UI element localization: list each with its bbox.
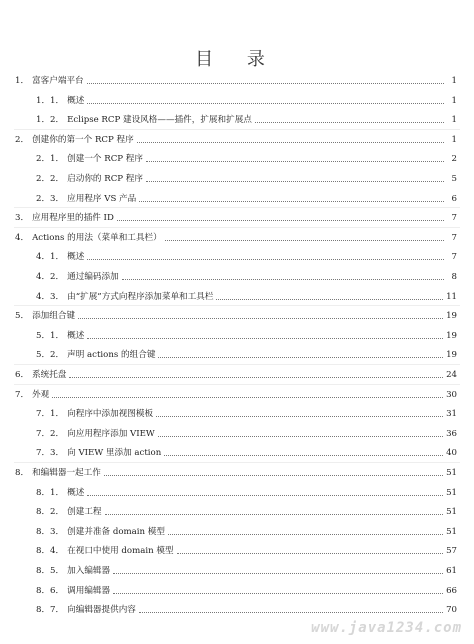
dot-leader [177, 552, 443, 554]
dot-leader [87, 82, 444, 84]
toc-entry-page-number: 51 [446, 487, 457, 498]
toc-entry-number: 4．2． [36, 272, 65, 282]
dot-leader [104, 474, 443, 476]
section-divider [14, 364, 460, 365]
toc-entry-label: 在视口中使用 domain 模型 [67, 546, 174, 557]
dot-leader [158, 435, 443, 437]
toc-entry-number: 8．7． [36, 605, 65, 616]
dot-leader [164, 454, 443, 456]
toc-entry-number: 7．1． [36, 409, 65, 420]
toc-entry-label: 概述 [67, 330, 85, 341]
toc-entry-label: 向应用程序添加 VIEW [67, 428, 155, 439]
toc-entry-page-number: 1 [451, 134, 457, 145]
toc-entry-page-number: 6 [451, 193, 457, 204]
toc-entry-page-number: 30 [446, 389, 457, 400]
dot-leader [168, 533, 443, 535]
toc-entry-number: 8．3． [36, 526, 65, 537]
toc-entry-page-number: 51 [446, 526, 457, 537]
toc-entry[interactable] [36, 172, 457, 184]
toc-entry-page-number: 24 [446, 370, 457, 380]
toc-entry-label: 应用程序 VS 产品 [67, 193, 137, 204]
toc-entry-number: 8．6． [36, 585, 65, 596]
section-divider [14, 305, 460, 306]
toc-entry[interactable] [36, 603, 457, 615]
toc-entry-label: 创建你的第一个 RCP 程序 [32, 134, 134, 145]
watermark-url: www.java1234.com [311, 620, 462, 636]
toc-entry[interactable] [15, 211, 457, 223]
toc-entry-page-number: 7 [451, 252, 457, 263]
toc-entry-number: 2． [15, 134, 30, 145]
toc-entry[interactable] [36, 348, 457, 360]
section-divider [14, 207, 460, 208]
toc-entry-label: 和编辑器一起工作 [32, 468, 101, 478]
toc-entry-number: 8．5． [36, 566, 65, 576]
toc-entry-number: 1．1． [36, 95, 65, 106]
toc-entry-number: 4． [15, 232, 30, 243]
dot-leader [216, 298, 443, 300]
toc-entry-number: 2．2． [36, 174, 65, 184]
toc-entry[interactable] [36, 584, 457, 596]
toc-entry[interactable] [36, 544, 457, 556]
dot-leader [146, 160, 444, 162]
toc-entry-page-number: 51 [446, 468, 457, 478]
dot-leader [165, 239, 444, 241]
toc-entry-page-number: 11 [446, 291, 457, 302]
toc-entry-number: 8．4． [36, 546, 65, 557]
section-divider [14, 384, 460, 385]
toc-entry-page-number: 19 [446, 350, 457, 361]
toc-entry-label: 声明 actions 的组合键 [67, 350, 156, 361]
toc-entry-page-number: 61 [446, 566, 457, 576]
toc-entry-number: 8．2． [36, 507, 65, 518]
toc-entry[interactable] [36, 250, 457, 262]
toc-entry-number: 5．1． [36, 330, 65, 341]
toc-entry-number: 5． [15, 311, 30, 322]
toc-entry-number: 2．3． [36, 193, 65, 204]
toc-entry[interactable] [36, 564, 457, 576]
toc-entry-page-number: 57 [446, 546, 457, 557]
toc-entry-number: 7．3． [36, 448, 65, 459]
toc-entry-number: 3． [15, 213, 30, 224]
toc-entry-page-number: 8 [451, 272, 457, 282]
toc-entry-page-number: 2 [451, 154, 457, 165]
toc-entry[interactable] [15, 368, 457, 380]
toc-entry-label: 由“扩展”方式向程序添加菜单和工具栏 [67, 291, 214, 302]
toc-entry-page-number: 36 [446, 428, 457, 439]
toc-entry[interactable] [36, 407, 457, 419]
toc-entry-label: 向 VIEW 里添加 action [67, 448, 162, 459]
dot-leader [69, 376, 443, 378]
toc-entry-label: 添加组合键 [32, 311, 76, 322]
toc-entry[interactable] [36, 446, 457, 458]
toc-entry-label: 概述 [67, 95, 85, 106]
dot-leader [105, 513, 444, 515]
toc-entry-label: 调用编辑器 [67, 585, 111, 596]
toc-entry-page-number: 66 [446, 585, 457, 596]
toc-entry-label: 向程序中添加视图模板 [67, 409, 154, 420]
dot-leader [158, 356, 443, 358]
section-divider [14, 227, 460, 228]
toc-entry[interactable] [36, 290, 457, 302]
toc-entry-label: Eclipse RCP 建设风格——插件，扩展和扩展点 [67, 115, 252, 126]
toc-entry[interactable] [36, 427, 457, 439]
dot-leader [137, 141, 444, 143]
toc-entry-page-number: 19 [446, 330, 457, 341]
toc-entry[interactable] [36, 113, 457, 125]
toc-entry-label: 向编辑器提供内容 [67, 605, 136, 616]
toc-entry[interactable] [36, 192, 457, 204]
dot-leader [255, 121, 444, 123]
toc-entry-page-number: 1 [451, 115, 457, 126]
section-divider [14, 462, 460, 463]
toc-entry-label: 概述 [67, 252, 85, 263]
toc-entry-page-number: 70 [446, 605, 457, 616]
toc-entry-number: 1． [15, 76, 30, 86]
toc-entry-page-number: 7 [451, 232, 457, 243]
page-title: 目 录 [195, 49, 279, 70]
dot-leader [87, 102, 444, 104]
toc-entry[interactable] [36, 152, 457, 164]
dot-leader [139, 200, 444, 202]
toc-entry[interactable] [36, 270, 457, 282]
toc-entry-page-number: 40 [446, 448, 457, 459]
toc-entry-number: 4．3． [36, 291, 65, 302]
toc-entry-number: 7． [15, 389, 30, 400]
dot-leader [146, 180, 444, 182]
toc-entry-label: 通过编码添加 [67, 272, 119, 282]
toc-entry[interactable] [36, 525, 457, 537]
dot-leader [117, 219, 444, 221]
dot-leader [87, 337, 443, 339]
toc-entry-page-number: 5 [451, 174, 457, 184]
toc-entry-label: 外观 [32, 389, 50, 400]
dot-leader [113, 592, 443, 594]
toc-entry[interactable] [15, 466, 457, 478]
toc-entry-page-number: 19 [446, 311, 457, 322]
toc-entry-number: 4．1． [36, 252, 65, 263]
toc-entry-page-number: 1 [451, 95, 457, 106]
toc-entry[interactable] [15, 231, 457, 243]
toc-entry-page-number: 51 [446, 507, 457, 518]
toc-entry[interactable] [36, 94, 457, 106]
toc-entry[interactable] [15, 133, 457, 145]
toc-entry-number: 8．1． [36, 487, 65, 498]
toc-entry-label: 启动你的 RCP 程序 [67, 174, 143, 184]
toc-entry[interactable] [36, 505, 457, 517]
toc-entry[interactable] [36, 329, 457, 341]
toc-entry-page-number: 1 [451, 76, 457, 86]
dot-leader [78, 317, 443, 319]
dot-leader [139, 611, 443, 613]
dot-leader [52, 396, 443, 398]
toc-entry[interactable] [15, 309, 457, 321]
toc-entry[interactable] [15, 74, 457, 86]
toc-entry-number: 2．1． [36, 154, 65, 165]
toc-entry-label: 富客户端平台 [32, 76, 84, 86]
toc-entry[interactable] [36, 486, 457, 498]
dot-leader [122, 278, 444, 280]
toc-entry-label: 概述 [67, 487, 85, 498]
dot-leader [113, 572, 443, 574]
dot-leader [156, 415, 443, 417]
toc-entry-label: 应用程序里的插件 ID [32, 213, 114, 224]
toc-entry-label: Actions 的用法（菜单和工具栏） [32, 232, 162, 243]
toc-entry-number: 7．2． [36, 428, 65, 439]
toc-entry-number: 6． [15, 370, 30, 380]
toc-entry-label: 创建工程 [67, 507, 102, 518]
section-divider [14, 129, 460, 130]
toc-entry-number: 5．2． [36, 350, 65, 361]
dot-leader [87, 258, 444, 260]
toc-entry-page-number: 7 [451, 213, 457, 224]
dot-leader [87, 494, 443, 496]
toc-entry[interactable] [15, 388, 457, 400]
toc-entry-label: 加入编辑器 [67, 566, 111, 576]
toc-entry-label: 创建一个 RCP 程序 [67, 154, 143, 165]
toc-entry-label: 创建并准备 domain 模型 [67, 526, 165, 537]
toc-entry-number: 1．2． [36, 115, 65, 126]
toc-entry-page-number: 31 [446, 409, 457, 420]
toc-entry-label: 系统托盘 [32, 370, 67, 380]
toc-entry-number: 8． [15, 468, 30, 478]
